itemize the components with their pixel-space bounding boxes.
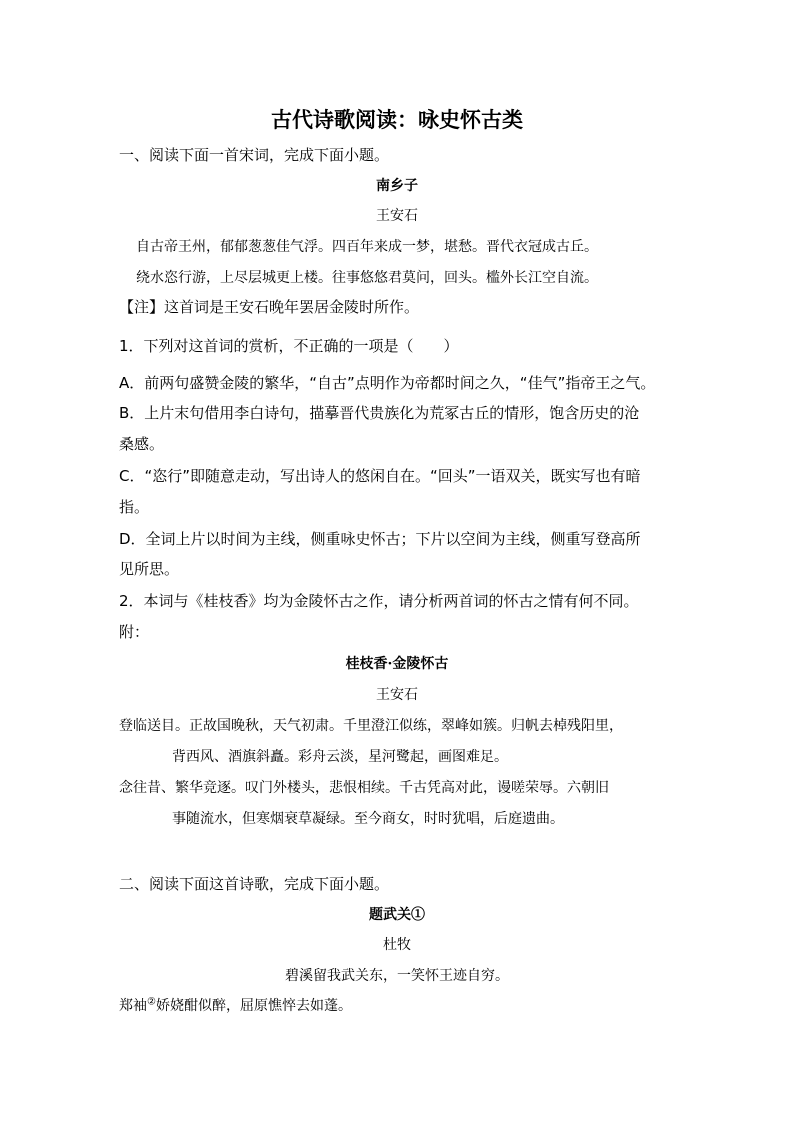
poem3-line-1: 碧溪留我武关东，一笑怀王迹自穷。	[285, 968, 509, 984]
poem2-author: 王安石	[376, 687, 418, 703]
option-b-line-2: 桑感。	[119, 435, 165, 453]
option-b-line-1: B．上片末句借用李白诗句，描摹晋代贵族化为荒冢古丘的情形，饱含历史的沧	[119, 404, 640, 422]
poem3-line-2	[119, 996, 352, 1016]
option-d-line-1: D．全词上片以时间为主线，侧重咏史怀古；下片以空间为主线，侧重写登高所	[119, 530, 641, 548]
poem1-note: 【注】这首词是王安石晚年罢居金陵时所作。	[119, 298, 420, 316]
poem2-line-3: 念往昔、繁华竞逐。叹门外楼头，悲恨相续。千古凭高对此，谩嗟荣辱。六朝旧	[119, 780, 609, 796]
page-title: 古代诗歌阅读：咏史怀古类	[271, 108, 523, 132]
option-c-line-1: C．“恣行”即随意走动，写出诗人的悠闲自在。“回头”一语双关，既实写也有暗	[119, 467, 641, 485]
option-a: A．前两句盛赞金陵的繁华，“自古”点明作为帝都时间之久，“佳气”指帝王之气。	[119, 374, 656, 392]
poem3-line-2-rest: 娇娆酣似醉，屈原憔悴去如蓬。	[155, 998, 352, 1014]
poem3-title: 题武关①	[369, 907, 425, 923]
poem2-title: 桂枝香·金陵怀古	[345, 656, 449, 672]
poem1-line-2: 绕水恣行游，上尽层城更上楼。往事悠悠君莫问，回头。槛外长江空自流。	[136, 270, 598, 286]
poem1-line-1: 自古帝王州，郁郁葱葱佳气浮。四百年来成一梦，堪愁。晋代衣冠成古丘。	[136, 239, 598, 255]
footnote-mark: ②	[147, 996, 156, 1008]
poem3-author: 杜牧	[383, 937, 411, 953]
appendix-label: 附：	[119, 623, 150, 641]
option-d-line-2: 见所思。	[119, 560, 180, 578]
question-1: 1．下列对这首词的赏析，不正确的一项是（ ）	[119, 337, 459, 355]
poem3-line-2-prefix: 郑袖	[119, 998, 147, 1014]
section1-heading: 一、阅读下面一首宋词，完成下面小题。	[119, 146, 390, 164]
question-2: 2．本词与《桂枝香》均为金陵怀古之作，请分析两首词的怀古之情有何不同。	[119, 592, 639, 610]
poem2-line-1: 登临送目。正故国晚秋，天气初肃。千里澄江似练，翠峰如簇。归帆去棹残阳里，	[119, 718, 623, 734]
poem2-line-4: 事随流水，但寒烟衰草凝绿。至今商女，时时犹唱，后庭遗曲。	[172, 811, 564, 827]
section2-heading: 二、阅读下面这首诗歌，完成下面小题。	[119, 875, 390, 893]
poem2-line-2: 背西风、酒旗斜矗。彩舟云淡，星河鹭起，画图难足。	[172, 749, 508, 765]
option-c-line-2: 指。	[119, 498, 150, 516]
poem1-title: 南乡子	[376, 178, 418, 194]
poem1-author: 王安石	[376, 208, 418, 224]
